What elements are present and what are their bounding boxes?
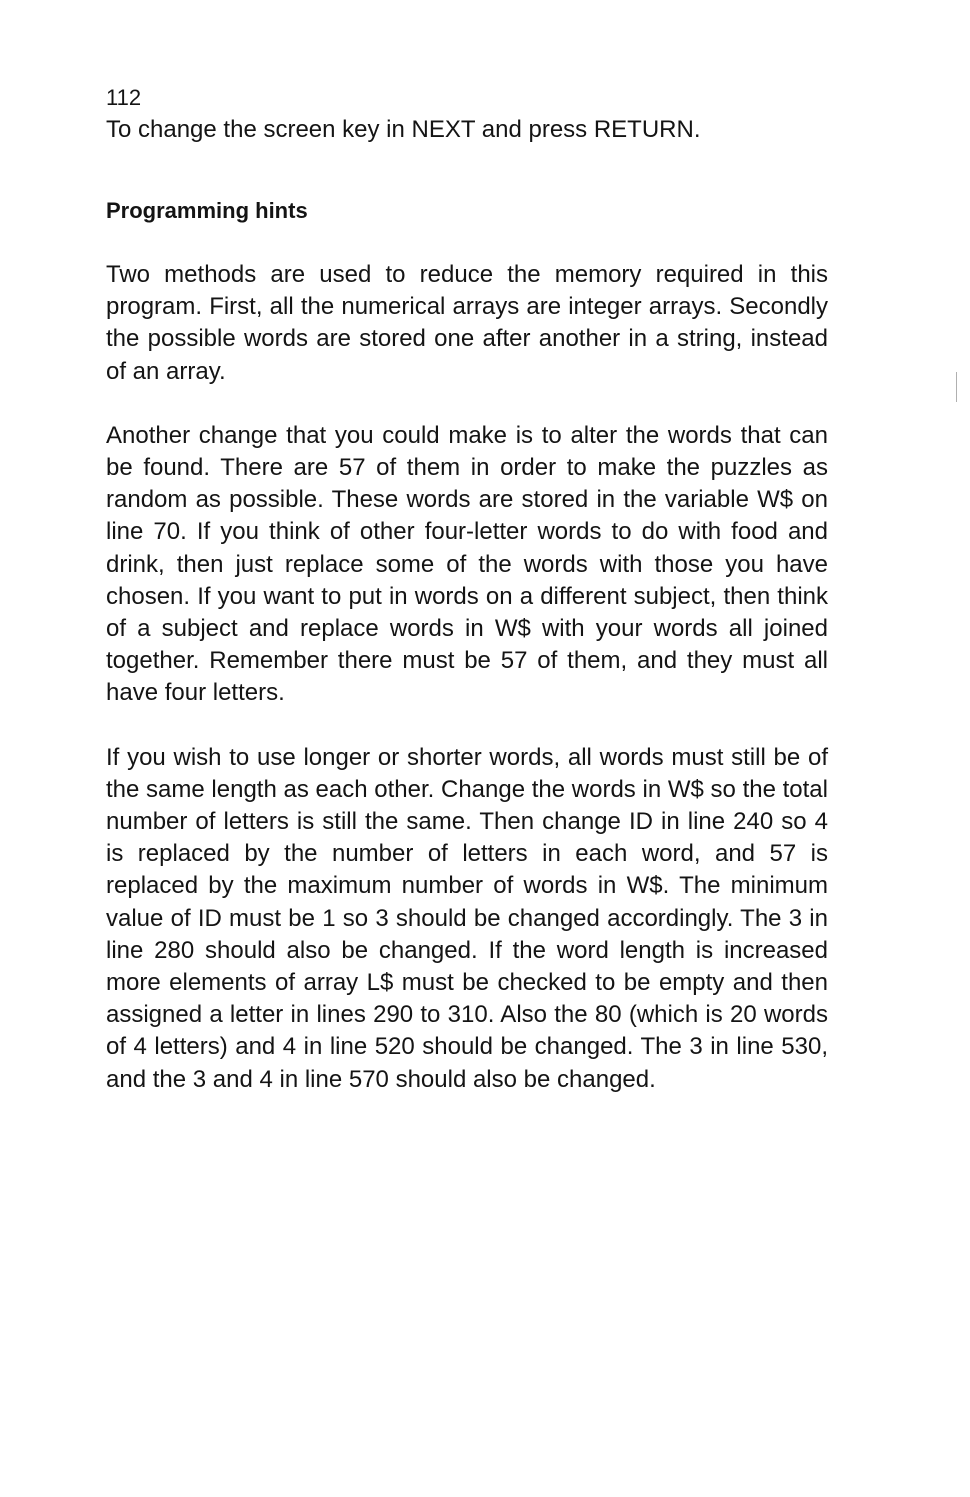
intro-sentence: To change the screen key in NEXT and press RETURN. — [106, 116, 701, 143]
scan-mark — [956, 372, 965, 402]
paragraph-memory: Two methods are used to reduce the memory required in this program. First, all the numerical arrays are integer arrays. Secondly the possible words are stored one after another in a string, instead of an array. — [106, 261, 828, 385]
paragraph-length: If you wish to use longer or shorter words, all words must still be of the same length as each other. Change the words in W$ so the total number of letters is still the same. Then change ID in line 240 so 4 is replaced by the number of letters in each word, and 57 is replaced by the maximum number of words in W$. The minimum value of ID must be 1 so 3 should be changed accordingly. The 3 in line 280 should also be changed. If the word length is increased more elements of array L$ must be checked to be empty and then assigned a letter in lines 290 to 310. Also the 80 (which is 20 words of 4 letters) and 4 in line 520 should be changed. The 3 in line 530, and the 3 and 4 in line 570 should also be changed. — [106, 743, 828, 1093]
page-number: 112 — [106, 85, 142, 110]
paragraph-words: Another change that you could make is to alter the words that can be found. There are 57 of them in order to make the puzzles as random as possible. These words are stored in the variable W$ on line 70. If you think of other four-letter words to do with food and drink, then just replace some of the words with those you have chosen. If you want to put in words on a different subject, then think of a subject and replace words in W$ with your words all joined together. Remember there must be 57 of them, and they must all have four letters. — [106, 421, 828, 707]
section-heading: Programming hints — [106, 198, 308, 223]
page-content — [106, 82, 828, 1096]
